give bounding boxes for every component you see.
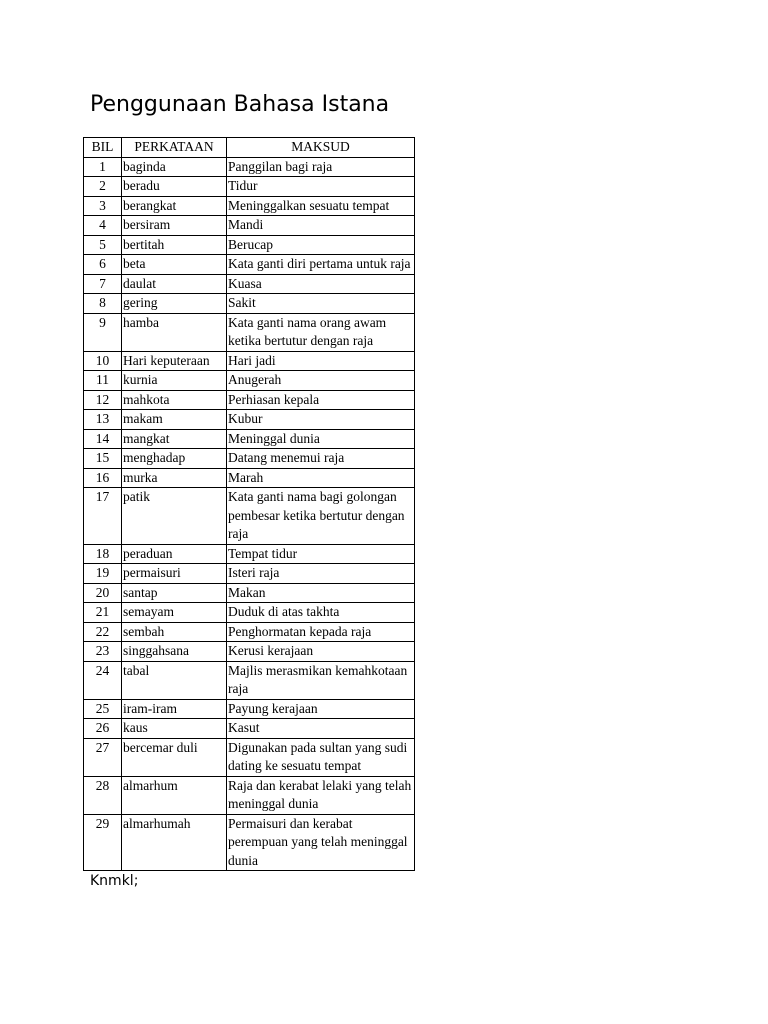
meaning-cell: Tidur — [227, 177, 415, 197]
bil-cell: 10 — [84, 351, 122, 371]
word-cell: tabal — [122, 661, 227, 699]
bil-cell: 21 — [84, 603, 122, 623]
table-row — [84, 196, 415, 216]
table-row — [84, 622, 415, 642]
bil-cell: 24 — [84, 661, 122, 699]
meaning-cell: Isteri raja — [227, 564, 415, 584]
word-cell: bertitah — [122, 235, 227, 255]
meaning-cell: Sakit — [227, 294, 415, 314]
bil-cell: 19 — [84, 564, 122, 584]
word-cell: semayam — [122, 603, 227, 623]
bil-cell: 9 — [84, 313, 122, 351]
bil-cell: 5 — [84, 235, 122, 255]
meaning-cell: Kerusi kerajaan — [227, 642, 415, 662]
bil-cell: 18 — [84, 544, 122, 564]
word-cell: mahkota — [122, 390, 227, 410]
table-header-row — [84, 138, 415, 158]
table-row — [84, 488, 415, 545]
bil-cell: 20 — [84, 583, 122, 603]
word-cell: patik — [122, 488, 227, 545]
table-row — [84, 294, 415, 314]
table-row — [84, 216, 415, 236]
table-row — [84, 235, 415, 255]
bil-cell: 25 — [84, 699, 122, 719]
table-row — [84, 371, 415, 391]
word-cell: almarhumah — [122, 814, 227, 871]
meaning-cell: Kasut — [227, 719, 415, 739]
page-title: Penggunaan Bahasa Istana — [90, 92, 390, 117]
meaning-cell: Kata ganti nama bagi golongan pembesar ketika bertutur dengan raja — [227, 488, 415, 545]
table-row — [84, 449, 415, 469]
word-cell: mangkat — [122, 429, 227, 449]
bil-cell: 29 — [84, 814, 122, 871]
bil-cell: 12 — [84, 390, 122, 410]
bil-cell: 26 — [84, 719, 122, 739]
table-row — [84, 468, 415, 488]
word-cell: makam — [122, 410, 227, 430]
bil-cell: 23 — [84, 642, 122, 662]
meaning-cell: Meninggalkan sesuatu tempat — [227, 196, 415, 216]
word-cell: hamba — [122, 313, 227, 351]
table-row — [84, 274, 415, 294]
word-cell: singgahsana — [122, 642, 227, 662]
meaning-cell: Perhiasan kepala — [227, 390, 415, 410]
table-row — [84, 157, 415, 177]
meaning-cell: Penghormatan kepada raja — [227, 622, 415, 642]
word-cell: sembah — [122, 622, 227, 642]
table-row — [84, 429, 415, 449]
word-cell: bercemar duli — [122, 738, 227, 776]
meaning-cell: Kata ganti nama orang awam ketika bertutur dengan raja — [227, 313, 415, 351]
word-cell: gering — [122, 294, 227, 314]
word-cell: Hari keputeraan — [122, 351, 227, 371]
meaning-cell: Panggilan bagi raja — [227, 157, 415, 177]
word-cell: daulat — [122, 274, 227, 294]
word-cell: beta — [122, 255, 227, 275]
table-row — [84, 642, 415, 662]
meaning-cell: Digunakan pada sultan yang sudi dating ke sesuatu tempat — [227, 738, 415, 776]
bil-cell: 3 — [84, 196, 122, 216]
bil-cell: 6 — [84, 255, 122, 275]
header-bil: BIL — [84, 138, 122, 158]
table-row — [84, 776, 415, 814]
bil-cell: 22 — [84, 622, 122, 642]
footer-note: Knmkl; — [90, 873, 139, 889]
meaning-cell: Kata ganti diri pertama untuk raja — [227, 255, 415, 275]
header-maksud: MAKSUD — [227, 138, 415, 158]
table-row — [84, 814, 415, 871]
bil-cell: 1 — [84, 157, 122, 177]
table-row — [84, 410, 415, 430]
table-row — [84, 351, 415, 371]
table-row — [84, 564, 415, 584]
bil-cell: 17 — [84, 488, 122, 545]
word-cell: murka — [122, 468, 227, 488]
word-cell: berangkat — [122, 196, 227, 216]
meaning-cell: Meninggal dunia — [227, 429, 415, 449]
word-cell: almarhum — [122, 776, 227, 814]
word-cell: peraduan — [122, 544, 227, 564]
word-cell: baginda — [122, 157, 227, 177]
meaning-cell: Duduk di atas takhta — [227, 603, 415, 623]
meaning-cell: Kuasa — [227, 274, 415, 294]
meaning-cell: Raja dan kerabat lelaki yang telah meninggal dunia — [227, 776, 415, 814]
table-body — [84, 157, 415, 871]
word-cell: santap — [122, 583, 227, 603]
table-row — [84, 177, 415, 197]
table-row — [84, 699, 415, 719]
table-row — [84, 583, 415, 603]
word-cell: kaus — [122, 719, 227, 739]
header-perkataan: PERKATAAN — [122, 138, 227, 158]
meaning-cell: Hari jadi — [227, 351, 415, 371]
table-row — [84, 313, 415, 351]
meaning-cell: Mandi — [227, 216, 415, 236]
word-cell: bersiram — [122, 216, 227, 236]
meaning-cell: Payung kerajaan — [227, 699, 415, 719]
table-row — [84, 661, 415, 699]
word-cell: menghadap — [122, 449, 227, 469]
bil-cell: 15 — [84, 449, 122, 469]
bil-cell: 4 — [84, 216, 122, 236]
meaning-cell: Majlis merasmikan kemahkotaan raja — [227, 661, 415, 699]
bil-cell: 16 — [84, 468, 122, 488]
meaning-cell: Datang menemui raja — [227, 449, 415, 469]
bil-cell: 14 — [84, 429, 122, 449]
bil-cell: 28 — [84, 776, 122, 814]
word-cell: beradu — [122, 177, 227, 197]
bil-cell: 2 — [84, 177, 122, 197]
word-cell: permaisuri — [122, 564, 227, 584]
meaning-cell: Kubur — [227, 410, 415, 430]
word-cell: iram-iram — [122, 699, 227, 719]
meaning-cell: Makan — [227, 583, 415, 603]
meaning-cell: Anugerah — [227, 371, 415, 391]
vocabulary-table — [83, 137, 415, 871]
table-row — [84, 603, 415, 623]
bil-cell: 8 — [84, 294, 122, 314]
bil-cell: 11 — [84, 371, 122, 391]
meaning-cell: Marah — [227, 468, 415, 488]
bil-cell: 13 — [84, 410, 122, 430]
table-row — [84, 255, 415, 275]
table-row — [84, 544, 415, 564]
table-row — [84, 390, 415, 410]
table-row — [84, 719, 415, 739]
bil-cell: 7 — [84, 274, 122, 294]
bil-cell: 27 — [84, 738, 122, 776]
meaning-cell: Berucap — [227, 235, 415, 255]
table-row — [84, 738, 415, 776]
word-cell: kurnia — [122, 371, 227, 391]
meaning-cell: Permaisuri dan kerabat perempuan yang telah meninggal dunia — [227, 814, 415, 871]
meaning-cell: Tempat tidur — [227, 544, 415, 564]
